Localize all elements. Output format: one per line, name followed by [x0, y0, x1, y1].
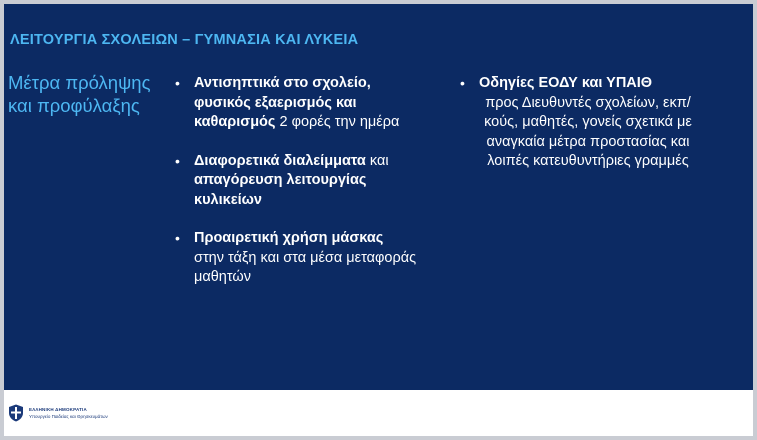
item-bold-text: Διαφορετικά διαλείμματα — [194, 152, 366, 169]
slide — [4, 4, 753, 436]
footer-ministry-name: Υπουργείο Παιδείας και Θρησκευμάτων — [29, 414, 108, 419]
list-item — [172, 74, 417, 133]
item-text: και — [365, 152, 389, 169]
item-text: στην τάξη και στα μέσα μεταφοράς μαθητών — [194, 249, 417, 285]
slide-footer — [4, 390, 753, 436]
item-bold-text: απαγόρευση λειτουργίας κυλικείων — [194, 172, 367, 208]
footer-org-name: ΕΛΛΗΝΙΚΗ ΔΗΜΟΚΡΑΤΙΑ — [29, 407, 87, 412]
list-item — [457, 74, 697, 172]
guidelines-body: προς Διευθυντές σχολείων, εκπ/κούς, μαθητές, γονείς σχετικά με αναγκαία μέτρα προστασίας και λοιπές κατευθυντήριες γραμμές — [484, 94, 692, 169]
guidelines-heading: Οδηγίες ΕΟΔΥ και ΥΠΑΙΘ — [479, 75, 653, 91]
greek-emblem-icon — [8, 404, 24, 422]
guidelines-column — [457, 74, 697, 191]
item-bold-text: Προαιρετική χρήση μάσκας — [194, 230, 384, 246]
slide-title: ΛΕΙΤΟΥΡΓΙΑ ΣΧΟΛΕΙΩΝ – ΓΥΜΝΑΣΙΑ ΚΑΙ ΛΥΚΕΙΑ — [10, 32, 359, 48]
item-text: 2 φορές την ημέρα — [275, 114, 400, 130]
item-bold-text: Αντισηπτικά στο σχολείο, φυσικός εξαερισμός και καθαρισμός — [194, 75, 371, 130]
bullet-icon: • — [175, 75, 180, 91]
list-item — [172, 152, 417, 211]
slide-content-area — [4, 4, 753, 390]
measures-column — [172, 74, 417, 307]
bullet-icon: • — [460, 75, 465, 91]
bullet-icon: • — [175, 152, 180, 169]
side-heading: Μέτρα πρόληψης και προφύλαξης — [8, 72, 151, 116]
list-item — [172, 229, 417, 288]
bullet-icon: • — [175, 230, 180, 246]
